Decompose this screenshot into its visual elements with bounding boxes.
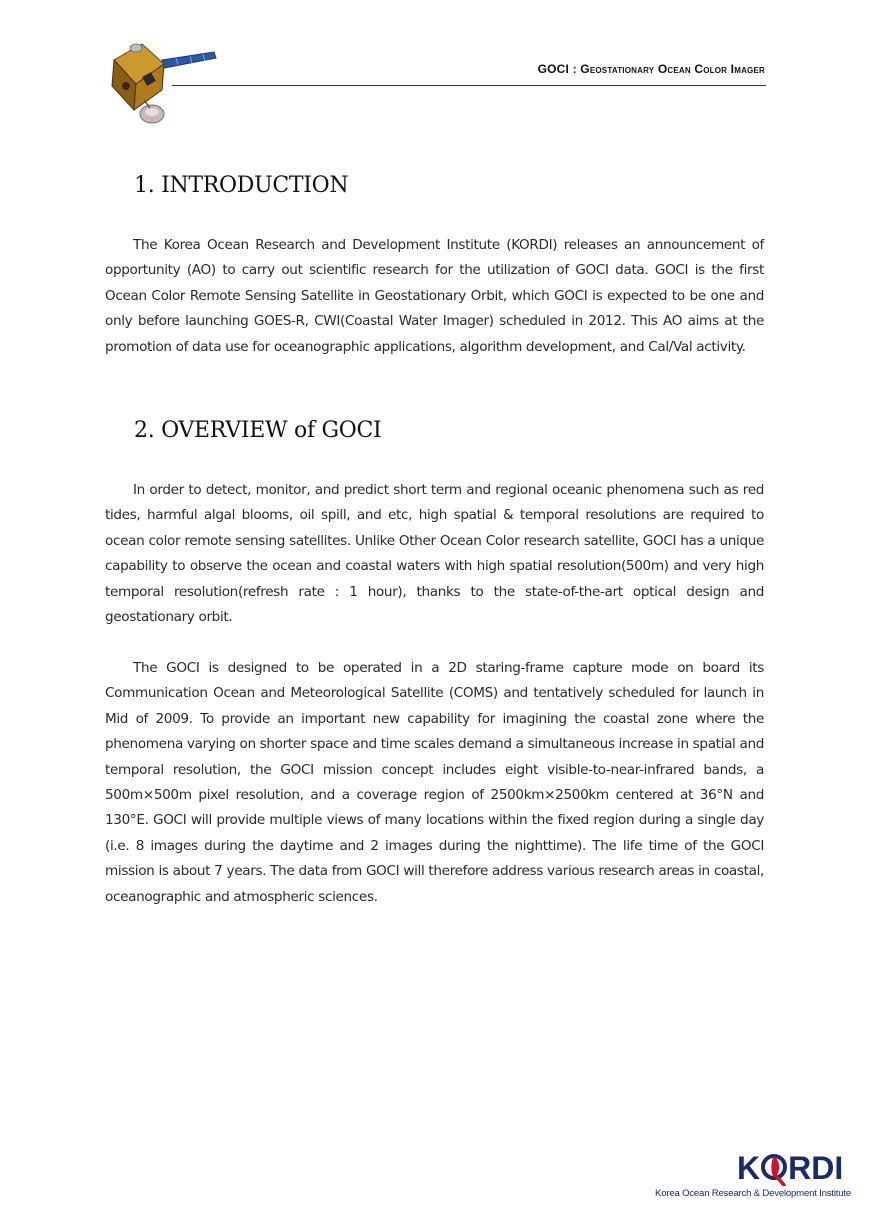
kordi-logo-k: K [737,1150,761,1186]
kordi-logo-rdi: RDI [788,1150,844,1186]
intro-paragraph: The Korea Ocean Research and Development Institute (KORDI) releases an announcement of opportunity (AO) to carry out scientific research for the utilization of GOCI data. GOCI is the first Ocean Color Remote Sensing Satellite in Geostationary Orbit, which GOCI is expected to be one and only before launching GOES-R, CWI(Coastal Water Imager) scheduled in 2012. This AO aims at the promotion of data use for oceanographic applications, algorithm development, and Cal/Val activity. [105,237,764,355]
header-rule [172,85,766,86]
header-title-prefix: GOCI : [537,62,581,76]
kordi-logo-word [737,1150,843,1186]
overview-paragraph-2: The GOCI is designed to be operated in a 2D staring-frame capture mode on board its Communication Ocean and Meteorological Satellite (COMS) and tentatively scheduled for launch in Mid of 2009. To provide an important new capability for imagining the coastal zone where the phenomena varying on shorter space and time scales demand a simultaneous increase in spatial and temporal resolution, the GOCI mission concept includes eight visible-to-near-infrared bands, a 500m×500m pixel resolution, and a coverage region of 2500km×2500km centered at 36°N and 130°E. GOCI will provide multiple views of many locations within the fixed region during a single day (i.e. 8 images during the daytime and 2 images during the nighttime). The life time of the GOCI mission is about 7 years. The data from GOCI will therefore address various research areas in coastal, oceanographic and atmospheric sciences. [105,660,764,905]
header-title [538,62,765,76]
satellite-icon [104,38,219,128]
section-heading-introduction: 1. INTRODUCTION [134,173,349,198]
overview-paragraph-1: In order to detect, monitor, and predict short term and regional oceanic phenomena such as red tides, harmful algal blooms, oil spill, and etc, high spatial & temporal resolutions are required to ocean color remote sensing satellites. Unlike Other Ocean Color research satellite, GOCI has a unique capability to observe the ocean and coastal waters with high spatial resolution(500m) and very high temporal resolution(refresh rate : 1 hour), thanks to the state-of-the-art optical design and geostationary orbit. [105,482,764,626]
section-heading-overview: 2. OVERVIEW of GOCI [134,418,382,443]
kordi-logo-subtitle: Korea Ocean Research & Development Institute [655,1188,851,1199]
kordi-logo [655,1150,851,1202]
header-title-smallcaps: Geostationary Ocean Color Imager [580,62,765,76]
